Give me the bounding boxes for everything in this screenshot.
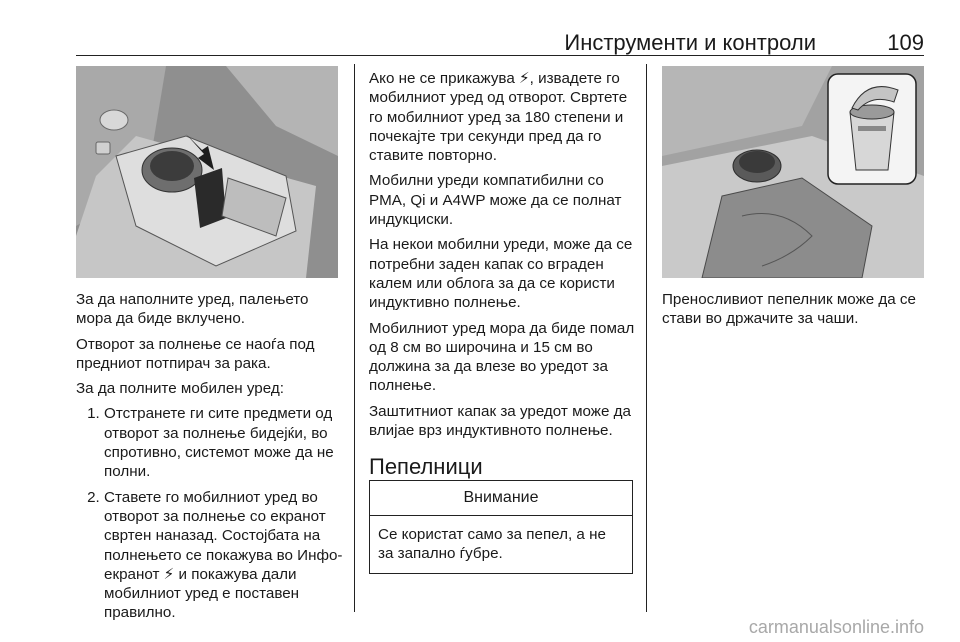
right-column-text (662, 290, 924, 335)
figure-caption: Преносливиот пепелник може да се стави во држачите за чаши. (662, 291, 916, 328)
left-column-text (76, 290, 348, 629)
column-divider-left (354, 64, 355, 612)
watermark: carmanualsonline.info (748, 617, 924, 637)
paragraph: Заштитниот капак за уредот може да влијае врз индуктивното полнење. (369, 402, 631, 440)
paragraph: За да наполните уред, палењето мора да биде вклучено. (76, 291, 309, 328)
list-item: 2. Ставете го мобилниот уред во отворот за полнење со екранот свртен наназад. Состојбата на полнењето се покажува во Инфо-екранот ⚡︎ и покажува дали мобилниот уред е поставен правилно. (104, 488, 348, 623)
header-rule (76, 55, 924, 56)
figure-charging-cradle (76, 66, 338, 278)
page-number: 109 (887, 30, 924, 55)
steps-list (76, 404, 348, 622)
header-title: Инструменти и контроли (564, 30, 816, 55)
paragraph: Мобилниот уред мора да биде помал од 8 см во широчина и 15 см во должина за да влезе во уредот за полнење. (369, 319, 635, 395)
paragraph: Ако не се прикажува ⚡︎, извадете го мобилниот уред од отворот. Свртете го мобилниот уред за 180 степени и почекајте три секунди пред да го ставите повторно. (369, 70, 628, 165)
paragraph: Мобилни уреди компатибилни со PMA, Qi и A4WP може да се полнат индукциски. (369, 172, 622, 229)
paragraph: За да полните мобилен уред: (76, 380, 284, 398)
page-header (76, 22, 924, 56)
warning-title: Внимание (370, 481, 632, 516)
ashtray-illustration (662, 66, 924, 278)
paragraph: На некои мобилни уреди, може да се потребни заден капак со вграден калем или облога за да се користи индуктивно полнење. (369, 236, 633, 312)
list-item: 1. Отстранете ги сите предмети од отворот за полнење бидејќи, во спротивно, системот може да не полни. (104, 404, 348, 481)
warning-text: Се користат само за пепел, а не за запално ѓубре. (378, 526, 606, 563)
column-divider-right (646, 64, 647, 612)
section-heading: Пепелници (369, 454, 483, 479)
charging-cradle-illustration (76, 66, 338, 278)
paragraph: Отворот за полнење се наоѓа под предниот потпирач за рака. (76, 335, 315, 372)
figure-ashtray (662, 66, 924, 278)
warning-box (369, 480, 633, 574)
middle-column-text (369, 69, 637, 446)
